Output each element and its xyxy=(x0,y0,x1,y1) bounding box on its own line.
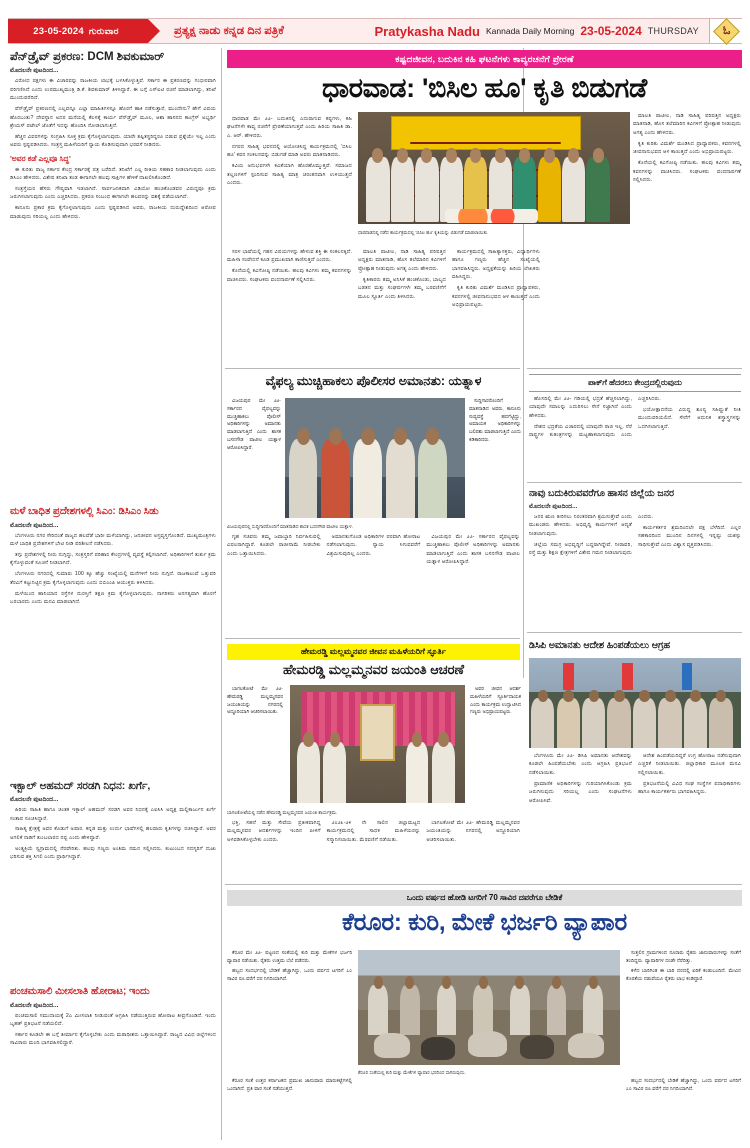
paragraph: ಧಾರವಾಡ ಮೇ ೨೨- ಬದುಕಿನಲ್ಲಿ ಎದುರಾಗುವ ಕಷ್ಟಗಳು, ಕಹಿ ಘಟನೆಗಳೇ ಕಾವ್ಯ ರಚನೆಗೆ ಪ್ರೇರಣೆಯಾಗುತ್ತವೆ ಎಂದು ಹಿರಿಯ ಸಾಹಿತಿ ಡಾ. ಎ. ಆರ್. ಹೇಳಿದರು. xyxy=(227,116,352,139)
left-body-3 xyxy=(10,532,216,607)
paragraph: ಪೆನ್‌ಡ್ರೈವ್ ಪ್ರಕರಣದಲ್ಲಿ ಎಲ್ಲವನ್ನೂ ಎಲ್ಲಾ ಮಾಹಿತಿಗಳನ್ನೂ ಹೊರಗೆ ಹಾಕಿ ನಡೆಸುತ್ತಾರೆ, ಮುಂದೇನು? ಹೇಗೆ ವಿಷಯ ಹೊರಬಂತು? ದೇವಸ್ಥಾನ ಅದರ ಮನೆಯಲ್ಲಿ ಕೆಲಸಕ್ಕೆ ಕಾರ್ಯ ಪೆನ್‌ಡ್ರೈವ್ ಮೂಲ, ಆಶಾ ಹಾಸನದ ಕಾಂಗ್ರೆಸ್ ಅಭ್ಯರ್ಥಿ ಶ್ರೇಯಸ್‌ ಪಟೇಲ್‌ ಜೊತೆಗೆ ಇದನ್ನು ಹೊಂದಿಸಿ ನೋಡಲಾಗುತ್ತಿದೆ. xyxy=(10,106,216,129)
lead-story-col-4 xyxy=(227,248,352,287)
lead-story-photo xyxy=(358,112,630,224)
story-jayanti-col-1 xyxy=(227,686,283,720)
story-police-body xyxy=(227,522,520,567)
story-kerur-banner: ಒಂದು ವರ್ಷದ ಹೋಡಿ ಟಗರಿಗೆ 70 ಸಾವಿರ ದವರೆಗೂ ಬೇಡಿಕೆ xyxy=(227,890,742,906)
left-lead-3: ಮೊದಲನೇ ಪುಟದಿಂದ... xyxy=(10,796,59,804)
right-headline-1[interactable]: ಪಾಕ್‌ಗೆ ಹೆದರಲು ಕೇಂದ್ರದಲ್ಲಿರುವುದು xyxy=(529,374,741,392)
lead-story xyxy=(227,50,742,103)
left-body-1 xyxy=(10,77,216,149)
divider-bottom xyxy=(225,884,742,885)
paragraph: ಮಾಲತಿ ಪಾಟೀಲ, ನಾಡಿ ಸಾಹಿತ್ಯ ಪರಿಷತ್ತಿನ ಅಧ್ಯಕ್ಷರು ಮಾತನಾಡಿ, ಹೊಸ ತಲೆಮಾರಿನ ಕವಿಗಳಿಗೆ ಪ್ರೋತ್ಸಾಹ ನೀಡುವುದು ಅಗತ್ಯ ಎಂದು ಹೇಳಿದರು. xyxy=(633,113,741,136)
paragraph: ೨೦೨೩-೨೪ ನೇ ಸಾಲಿನ ಜಿಲ್ಲಾಮಟ್ಟದ ಕಾರ್ಯಕ್ರಮದಲ್ಲಿ ಸಾಧಕ ಮಹಿಳೆಯರನ್ನು ಸನ್ಮಾನಿಸಲಾಯಿತು. ಮೆರವಣಿಗೆ ನಡೆಯಿತು. xyxy=(326,819,421,843)
lead-story-col-1 xyxy=(227,115,352,190)
story-jayanti-photo xyxy=(290,685,465,803)
paragraph: ದೇಶದ ಭದ್ರತೆಯ ವಿಚಾರದಲ್ಲಿ ಯಾವುದೇ ರಾಜಿ ಇಲ್ಲ. ನೆರೆ ರಾಷ್ಟ್ರಗಳ ಕುತಂತ್ರಗಳನ್ನು ಮಟ್ಟಹಾಕಲಾಗುವುದು ಎಂದು ಎಚ್ಚರಿಸಿದರು. xyxy=(529,396,661,439)
masthead xyxy=(8,18,742,44)
paragraph: ತಗ್ಗು ಪ್ರದೇಶಗಳಲ್ಲಿ ನೀರು ನುಗ್ಗಿದ್ದು, ಸಂತ್ರಸ್ತರಿಗೆ ಪರಿಹಾರ ಕೇಂದ್ರಗಳಲ್ಲಿ ವ್ಯವಸ್ಥೆ ಕಲ್ಪಿಸಲಾಗಿದೆ. ಅಧಿಕಾರಿಗಳಿಗೆ ತುರ್ತು ಕ್ರಮ ಕೈಗೊಳ್ಳುವಂತೆ ಸೂಚನೆ ನೀಡಲಾಗಿದೆ. xyxy=(10,551,216,567)
story-kerur xyxy=(227,890,742,936)
paragraph: ಸುತ್ತಲಿನ ಗ್ರಾಮಗಳಿಂದ ನೂರಾರು ರೈತರು ಜಾನುವಾರುಗಳನ್ನು ಸಂತೆಗೆ ತಂದಿದ್ದರು. ವ್ಯಾಪಾರಿಗಳ ದಂಡೇ ನೆರೆದಿತ್ತು. xyxy=(626,951,741,964)
left-story-2 xyxy=(10,506,216,609)
paragraph: ಪ್ರತಿಭಟನೆಯಲ್ಲಿ ವಿವಿಧ ಸಂಘ ಸಂಸ್ಥೆಗಳ ಪದಾಧಿಕಾರಿಗಳು ಹಾಗೂ ಕಾರ್ಯಕರ್ತರು ಭಾಗವಹಿಸಿದ್ದರು. xyxy=(638,780,741,796)
paragraph: ಆದೇಶ ಹಿಂಪಡೆಯದಿದ್ದರೆ ಉಗ್ರ ಹೋರಾಟ ನಡೆಸುವುದಾಗಿ ಎಚ್ಚರಿಕೆ ನೀಡಲಾಯಿತು. ಜಿಲ್ಲಾಧಿಕಾರಿ ಮೂಲಕ ಮನವಿ ಸಲ್ಲಿಸಲಾಯಿತು. xyxy=(638,753,741,776)
paragraph: ವಿಜಯಪುರ ಮೇ ೨೨- ಸರ್ಕಾರದ ವೈಫಲ್ಯವನ್ನು ಮುಚ್ಚಿಹಾಕಲು ಪೊಲೀಸ್ ಅಧಿಕಾರಿಗಳನ್ನು ಅಮಾನತು ಮಾಡಲಾಗುತ್ತಿದೆ ಎಂದು ಶಾಸಕ ಬಸನಗೌಡ ಪಾಟೀಲ ಯತ್ನಾಳ ಆರೋಪಿಸಿದ್ದಾರೆ. xyxy=(426,533,520,566)
paragraph: ಭಯೋತ್ಪಾದನೆಯ ವಿರುದ್ಧ ಶೂನ್ಯ ಸಹಿಷ್ಣುತೆ ನೀತಿ ಮುಂದುವರಿಯಲಿದೆ. ಸೇನೆಗೆ ಆಧುನಿಕ ಶಸ್ತ್ರಾಸ್ತ್ರಗಳನ್ನು ಒದಗಿಸಲಾಗುತ್ತಿದೆ. xyxy=(638,406,741,430)
lead-story-photo-caption: ಧಾರವಾಡದಲ್ಲಿ ನಡೆದ ಕಾರ್ಯಕ್ರಮದಲ್ಲಿ 'ಬಿಸಿಲ ಹೂ' ಕೃತಿಯನ್ನು ಬಿಡುಗಡೆ ಮಾಡಲಾಯಿತು. xyxy=(358,230,489,235)
paragraph: ಕೆರೂರ ಮೇ ೨೨- ಪಟ್ಟಣದ ಸಂತೆಯಲ್ಲಿ ಕುರಿ ಮತ್ತು ಮೇಕೆಗಳ ಭರ್ಜರಿ ವ್ಯಾಪಾರ ನಡೆಯಿತು. ರೈತರು ಉತ್ತಮ ಬೆಲೆ ಪಡೆದರು. xyxy=(227,951,352,964)
divider-right-2 xyxy=(527,482,742,483)
masthead-date-flag xyxy=(8,19,148,43)
paragraph: ಕೃತಿ ಕುರಿತು ವಿಮರ್ಶೆ ಮಂಡಿಸಿದ ಪ್ರಾಧ್ಯಾಪಕರು, ಕವನಗಳಲ್ಲಿ ಜೀವನಾನುಭವದ ಆಳ ಕಾಣುತ್ತದೆ ಎಂದು ಅಭಿಪ್ರಾಯಪಟ್ಟರು. xyxy=(633,140,741,156)
masthead-tagline-kannada: ಪ್ರತ್ಯಕ್ಷ ನಾಡು ಕನ್ನಡ ದಿನ ಪತ್ರಿಕೆ xyxy=(174,24,284,37)
paragraph: ಬೆಂಗಳೂರು ನಗರದಲ್ಲಿ ಸುಮಾರು 100 ಕ್ಕೂ ಹೆಚ್ಚು ಸಂಖ್ಯೆಯಲ್ಲಿ ಮನೆಗಳಿಗೆ ನೀರು ನುಗ್ಗಿದೆ. ರಾಜಕಾಲುವೆ ಒತ್ತುವರಿ ತೆರವಿಗೆ ಕಟ್ಟುನಿಟ್ಟಿನ ಕ್ರಮ ಕೈಗೊಳ್ಳಲಾಗುವುದು ಎಂದು ಬಿಬಿಎಂಪಿ ಆಯುಕ್ತರು ತಿಳಿಸಿದರು. xyxy=(10,571,216,586)
paragraph: ಭಕ್ತಿ, ಸಹನೆ ಮತ್ತು ಸೇವೆಯ ಪ್ರತೀಕವಾಗಿದ್ದ ಮಲ್ಲಮ್ಮನವರ ಆದರ್ಶಗಳನ್ನು ಇಂದಿನ ಪೀಳಿಗೆ ಅಳವಡಿಸಿಕೊಳ್ಳಬೇಕು ಎಂದರು. xyxy=(227,819,321,843)
paragraph: ಕಾರ್ಯಕರ್ತರ ಶ್ರಮದಿಂದಲೇ ಪಕ್ಷ ಬೆಳೆದಿದೆ. ಎಲ್ಲರ ಸಹಕಾರದಿಂದ ಮುಂದಿನ ದಿನಗಳಲ್ಲಿ ಇನ್ನಷ್ಟು ಯಶಸ್ಸು ಸಾಧಿಸುತ್ತೇವೆ ಎಂದು ವಿಶ್ವಾಸ ವ್ಯಕ್ತಪಡಿಸಿದರು. xyxy=(638,524,741,548)
paragraph: ವಿಜಯಪುರ ಮೇ ೨೨- ಸರ್ಕಾರದ ವೈಫಲ್ಯವನ್ನು ಮುಚ್ಚಿಹಾಕಲು ಪೊಲೀಸ್ ಅಧಿಕಾರಿಗಳನ್ನು ಅಮಾನತು ಮಾಡಲಾಗುತ್ತಿದೆ ಎಂದು ಶಾಸಕ ಬಸನಗೌಡ ಪಾಟೀಲ ಯತ್ನಾಳ ಆರೋಪಿಸಿದ್ದಾರೆ. xyxy=(227,399,281,451)
paragraph: ವಿರೋಧ ಪಕ್ಷಗಳು ಈ ವಿಚಾರವನ್ನು ರಾಜಕೀಯ ಲಾಭಕ್ಕೆ ಬಳಸಿಕೊಳ್ಳುತ್ತಿವೆ. ಸರ್ಕಾರ ಈ ಪ್ರಕರಣವನ್ನು ಗಂಭೀರವಾಗಿ ಪರಿಗಣಿಸಿದೆ ಎಂದು ಉಪಮುಖ್ಯಮಂತ್ರಿ ಡಿ.ಕೆ. ಶಿವಕುಮಾರ್ ತಿಳಿಸಿದ್ದಾರೆ. ಈ ಬಗ್ಗೆ ಎಸ್‌ಐಟಿ ರಚನೆ ಮಾಡಲಾಗಿದ್ದು, ತನಿಖೆ ಮುಂದುವರೆದಿದೆ. xyxy=(10,78,216,102)
paragraph: ಮಾಲತಿ ಪಾಟೀಲ, ನಾಡಿ ಸಾಹಿತ್ಯ ಪರಿಷತ್ತಿನ ಅಧ್ಯಕ್ಷರು ಮಾತನಾಡಿ, ಹೊಸ ತಲೆಮಾರಿನ ಕವಿಗಳಿಗೆ ಪ್ರೋತ್ಸಾಹ ನೀಡುವುದು ಅಗತ್ಯ ಎಂದು ಹೇಳಿದರು. xyxy=(358,249,446,272)
story-police-caption: ವಿಜಯಪುರದಲ್ಲಿ ಸುದ್ದಿಗಾರರೊಂದಿಗೆ ಮಾತನಾಡಿದ ಶಾಸಕ ಬಸನಗೌಡ ಪಾಟೀಲ ಯತ್ನಾಳ. xyxy=(227,524,353,529)
column-rule-left xyxy=(221,48,222,1140)
paragraph: ಅವರ ಜೀವನ ಆದರ್ಶ ಮಹಿಳೆಯರಿಗೆ ಸ್ಫೂರ್ತಿದಾಯಕ ಎಂದು ಕಾರ್ಯಕ್ರಮ ಉದ್ಘಾಟಿಸಿದ ಗಣ್ಯರು ಅಭಿಪ್ರಾಯಪಟ್ಟರು. xyxy=(470,687,521,716)
masthead-weekday-kannada: ಗುರುವಾರ xyxy=(88,25,119,36)
paragraph: ಹಬ್ಬದ ಸಂದರ್ಭದಲ್ಲಿ ಬೇಡಿಕೆ ಹೆಚ್ಚಾಗಿದ್ದು, ಒಂದು ವರ್ಷದ ಟಗರಿಗೆ ೭೦ ಸಾವಿರ ರೂ.ವರೆಗೆ ದರ ನಿಗದಿಯಾಗಿದೆ. xyxy=(227,969,352,983)
paragraph: ನಗರದ ಸಾಹಿತ್ಯ ಭವನದಲ್ಲಿ ಆಯೋಜಿಸಿದ್ದ ಕಾರ್ಯಕ್ರಮದಲ್ಲಿ 'ಬಿಸಿಲ ಹೂ' ಕವನ ಸಂಕಲನವನ್ನು ಬಿಡುಗಡೆ ಮಾಡಿ ಅವರು ಮಾತನಾಡಿದರು. xyxy=(227,143,352,159)
brand-weekday: THURSDAY xyxy=(647,26,699,36)
paragraph: ಸಾಹಿತ್ಯ ಕ್ಷೇತ್ರಕ್ಕೆ ಅವರ ಕೊಡುಗೆ ಅಪಾರ. ಕನ್ನಡ ಮತ್ತು ಉರ್ದು ಭಾಷೆಗಳಲ್ಲಿ ಹಲವಾರು ಕೃತಿಗಳನ್ನು ರಚಿಸಿದ್ದಾರೆ. ಅವರ ಅಗಲಿಕೆ ನಾಡಿಗೆ ತುಂಬಲಾರದ ನಷ್ಟ ಎಂದು ಹೇಳಿದ್ದಾರೆ. xyxy=(10,826,216,841)
lead-story-col-2 xyxy=(358,248,446,304)
divider-mid-1 xyxy=(225,368,520,369)
paragraph: ಕೃತಿ ಕುರಿತು ವಿಮರ್ಶೆ ಮಂಡಿಸಿದ ಪ್ರಾಧ್ಯಾಪಕರು, ಕವನಗಳಲ್ಲಿ ಜೀವನಾನುಭವದ ಆಳ ಕಾಣುತ್ತದೆ ಎಂದು ಅಭಿಪ್ರಾಯಪಟ್ಟರು. xyxy=(452,285,540,309)
left-lead-4: ಮೊದಲನೇ ಪುಟದಿಂದ... xyxy=(10,1001,59,1009)
paragraph: ಸುದ್ದಿಗಾರರೊಂದಿಗೆ ಮಾತನಾಡಿದ ಅವರು, ಕಾನೂನು ಸುವ್ಯವಸ್ಥೆ ಹದಗೆಟ್ಟಿದ್ದು, ಅಮಾಯಕ ಅಧಿಕಾರಿಗಳನ್ನು ಬಲಿಪಶು ಮಾಡಲಾಗುತ್ತಿದೆ ಎಂದು ಕಿಡಿಕಾರಿದರು. xyxy=(469,399,521,443)
paragraph: ಗೃಹ ಸಚಿವರು ತಮ್ಮ ಜವಾಬ್ದಾರಿ ನಿರ್ವಹಿಸುವಲ್ಲಿ ವಿಫಲರಾಗಿದ್ದಾರೆ. ಕೂಡಲೇ ರಾಜೀನಾಮೆ ನೀಡಬೇಕು ಎಂದು ಒತ್ತಾಯಿಸಿದರು. xyxy=(227,533,321,557)
lead-story-col-5 xyxy=(633,112,741,187)
paragraph: ಬೆಂಗಳೂರು ನಗರ ಸೇರಿದಂತೆ ರಾಜ್ಯದ ಹಲವೆಡೆ ಭಾರೀ ಮಳೆಯಾಗಿದ್ದು, ಜನಜೀವನ ಅಸ್ತವ್ಯಸ್ತಗೊಂಡಿದೆ. ಮುಖ್ಯಮಂತ್ರಿಗಳು ಮಳೆ ಬಾಧಿತ ಪ್ರದೇಶಗಳಿಗೆ ಭೇಟಿ ನೀಡಿ ಪರಿಶೀಲನೆ ನಡೆಸಿದರು. xyxy=(10,532,216,547)
paragraph: ಅಂತ್ಯಕ್ರಿಯೆ ಸ್ವಗ್ರಾಮದಲ್ಲಿ ನೆರವೇರಿತು. ಹಲವು ಗಣ್ಯರು ಅಂತಿಮ ನಮನ ಸಲ್ಲಿಸಿದರು. ಕುಟುಂಬದ ಸದಸ್ಯರಿಗೆ ದುಃಖ ಭರಿಸುವ ಶಕ್ತಿ ಸಿಗಲಿ ಎಂದು ಪ್ರಾರ್ಥಿಸಿದ್ದಾರೆ. xyxy=(10,845,216,861)
story-police-col-1 xyxy=(227,398,281,455)
story-kerur-col-3 xyxy=(227,1078,352,1096)
logo-glyph: ಓ xyxy=(722,24,730,37)
paragraph: ಕಾರ್ಯಕ್ರಮದಲ್ಲಿ ಸಾಹಿತ್ಯಾಸಕ್ತರು, ವಿದ್ಯಾರ್ಥಿಗಳು ಹಾಗೂ ಗಣ್ಯರು ಹೆಚ್ಚಿನ ಸಂಖ್ಯೆಯಲ್ಲಿ ಭಾಗವಹಿಸಿದ್ದರು. ಅಧ್ಯಕ್ಷತೆಯನ್ನು ಹಿರಿಯ ಲೇಖಕರು ವಹಿಸಿದ್ದರು. xyxy=(452,249,540,281)
left-column xyxy=(10,50,216,224)
right-story-photo xyxy=(529,658,741,748)
story-police xyxy=(227,374,520,388)
brand-name: Pratykasha Nadu xyxy=(374,23,480,39)
lead-story-col-3 xyxy=(452,248,540,312)
paragraph: ಸರಳ ಭಾಷೆಯಲ್ಲಿ ಗಹನ ವಿಷಯಗಳನ್ನು ಹೇಳುವ ಶಕ್ತಿ ಈ ಸಂಕಲನಕ್ಕಿದೆ. ಮಹಿಳಾ ಸಂವೇದನೆ ಕೂಡ ಪ್ರಮುಖವಾಗಿ ಕಾಣಿಸುತ್ತದೆ ಎಂದರು. xyxy=(227,249,352,264)
masthead-brand xyxy=(375,19,711,43)
lead-story-banner: ಕಷ್ಟದಜೀವನ, ಬದುಕಿನ ಕಹಿ ಘಟನೆಗಳು ಕಾವ್ಯರಚನೆಗೆ ಪ್ರೇರಣೆ xyxy=(227,50,742,68)
brand-date: 23-05-2024 xyxy=(580,24,642,38)
story-kerur-photo xyxy=(358,950,620,1065)
left-body-4 xyxy=(10,806,216,862)
left-story-3 xyxy=(10,780,216,864)
paragraph: ಕೆರೂರ ಸಂತೆ ಉತ್ತರ ಕರ್ನಾಟಕದ ಪ್ರಮುಖ ಜಾನುವಾರು ಮಾರುಕಟ್ಟೆಗಳಲ್ಲಿ ಒಂದಾಗಿದೆ. ಪ್ರತಿ ವಾರ ಸಂತೆ ನಡೆಯುತ್ತದೆ. xyxy=(227,1079,352,1092)
paragraph: ಮಳೆಯಿಂದ ಹಾನಿಯಾದ ರಸ್ತೆಗಳ ದುರಸ್ತಿಗೆ ತಕ್ಷಣ ಕ್ರಮ ಕೈಗೊಳ್ಳಲಾಗುವುದು. ನಾಗರಿಕರು ಅನಗತ್ಯವಾಗಿ ಹೊರಗೆ ಬರಬಾರದು ಎಂದು ಮನವಿ ಮಾಡಲಾಗಿದೆ. xyxy=(10,590,216,605)
paragraph: ಕವಿಯ ಅನುಭವಗಳೇ ಕವಿತೆಯಾಗಿ ಹೊರಹೊಮ್ಮುತ್ತವೆ. ಸಮಾಜದ ತಲ್ಲಣಗಳಿಗೆ ಸ್ಪಂದಿಸುವ ಸಾಹಿತ್ಯ ಮಾತ್ರ ಚಿರಂತನವಾಗಿ ಉಳಿಯುತ್ತದೆ ಎಂದರು. xyxy=(227,163,352,186)
lead-story-photo-caption-wrap xyxy=(358,228,630,237)
story-kerur-col-2 xyxy=(626,950,741,987)
paragraph: ಈ ಕುರಿತು ರಾಜ್ಯ ಸರ್ಕಾರ ಕೇಂದ್ರ ಸರ್ಕಾರಕ್ಕೆ ಪತ್ರ ಬರೆದಿದೆ. ತನಿಖೆಗೆ ಎಲ್ಲ ರೀತಿಯ ಸಹಕಾರ ನೀಡಲಾಗುವುದು ಎಂದು ಡಿಸಿಎಂ ಹೇಳಿದರು. ವಿಶೇಷ ತನಿಖಾ ತಂಡ ಈಗಾಗಲೇ ಹಲವು ಸಾಕ್ಷಿಗಳ ಹೇಳಿಕೆ ದಾಖಲಿಸಿಕೊಂಡಿದೆ. xyxy=(10,166,216,182)
story-jayanti-caption: ಬಾಗಲಕೋಟೆಯಲ್ಲಿ ನಡೆದ ಹೇಮರಡ್ಡಿ ಮಲ್ಲಮ್ಮನವರ ಜಯಂತಿ ಕಾರ್ಯಕ್ರಮ. xyxy=(227,810,338,815)
paragraph: ಕೊನೆಯಲ್ಲಿ ಕವಿಗೋಷ್ಠಿ ನಡೆಯಿತು. ಹಲವು ಕವಿಗಳು ತಮ್ಮ ಕವನಗಳನ್ನು ವಾಚಿಸಿದರು. ಸಂಘಟಕರು ವಂದನಾರ್ಪಣೆ ಸಲ್ಲಿಸಿದರು. xyxy=(633,160,741,183)
stage-banner xyxy=(391,116,581,150)
left-body-5 xyxy=(10,1012,216,1048)
right-headline-3[interactable]: ಡಿಸಿಪಿ ಅಮಾನತು ಆದೇಶ ಹಿಂಪಡೆಯಲು ಆಗ್ರಹ xyxy=(529,640,671,651)
paragraph: ಜನರ ಋಣ ತೀರಿಸಲು ನಿರಂತರವಾಗಿ ಶ್ರಮಿಸುತ್ತೇವೆ ಎಂದು ಮುಖಂಡರು ಹೇಳಿದರು. ಅಭಿವೃದ್ಧಿ ಕಾರ್ಯಗಳಿಗೆ ಆದ್ಯತೆ ನೀಡಲಾಗುವುದು. xyxy=(529,513,632,537)
masthead-date: 23-05-2024 xyxy=(33,25,84,37)
paragraph: ಕೊನೆಯಲ್ಲಿ ಕವಿಗೋಷ್ಠಿ ನಡೆಯಿತು. ಹಲವು ಕವಿಗಳು ತಮ್ಮ ಕವನಗಳನ್ನು ವಾಚಿಸಿದರು. ಸಂಘಟಕರು ವಂದನಾರ್ಪಣೆ ಸಲ್ಲಿಸಿದರು. xyxy=(227,268,352,283)
story-jayanti-col-2 xyxy=(470,686,521,720)
left-body-2 xyxy=(10,166,216,222)
left-lead-1: ಮೊದಲನೇ ಪುಟದಿಂದ... xyxy=(10,67,59,75)
story-jayanti xyxy=(227,644,520,678)
left-headline-1[interactable]: ಪೆನ್‌ಡ್ರೈವ್ ಪ್ರಕರಣ: DCM ಶಿವಕುಮಾರ್ xyxy=(10,51,165,63)
story-jayanti-body xyxy=(227,808,520,847)
story-jayanti-banner: ಹೇಮರಡ್ಡಿ ಮಲ್ಲಮ್ಮನವರ ಜೀವನ ಮಹಿಳೆಯರಿಗೆ ಸ್ಫೂರ್ತಿ xyxy=(227,644,520,660)
divider-mid-2 xyxy=(225,638,520,639)
logo-badge xyxy=(710,19,742,43)
paragraph: ಪಂಚಮಸಾಲಿ ಸಮುದಾಯಕ್ಕೆ 2ಎ ಮೀಸಲಾತಿ ನೀಡುವಂತೆ ಆಗ್ರಹಿಸಿ ನಡೆಯುತ್ತಿರುವ ಹೋರಾಟ ತೀವ್ರಗೊಂಡಿದೆ. ಇಂದು ಬೃಹತ್ ಪ್ರತಿಭಟನೆ ನಡೆಯಲಿದೆ. xyxy=(10,1012,216,1027)
story-police-headline[interactable]: ವೈಫಲ್ಯ ಮುಚ್ಚಿಹಾಕಲು ಪೊಲೀಸರ ಅಮಾನತು: ಯತ್ನಾಳ xyxy=(265,374,482,388)
divider-right-1 xyxy=(527,368,742,369)
story-kerur-col-1 xyxy=(227,950,352,987)
story-kerur-caption-wrap xyxy=(358,1068,620,1077)
left-headline-3[interactable]: ಇಕ್ಬಾಲ್ ಅಹಮದ್ ಸರಡಗಿ ನಿಧನ: ಖರ್ಗೆ, xyxy=(10,780,151,792)
right-story-3-body xyxy=(529,752,741,805)
brand-subtitle: Kannada Daily Morning xyxy=(486,26,575,36)
story-police-photo xyxy=(285,398,465,518)
paragraph: ಸಂತ್ರಸ್ತೆಯರ ಹೆಸರು ಗೌಪ್ಯವಾಗಿ ಇಡಲಾಗಿದೆ. ಸಾರ್ವಜನಿಕವಾಗಿ ವಿಡಿಯೋ ಹಂಚಿಕೊಂಡವರ ವಿರುದ್ಧವೂ ಕ್ರಮ ಜರುಗಿಸಲಾಗುವುದು ಎಂದು ಎಚ್ಚರಿಸಿದರು. ಪ್ರಕರಣ ಸಂಬಂಧ ಈಗಾಗಲೇ ಹಲವರನ್ನು ವಶಕ್ಕೆ ಪಡೆಯಲಾಗಿದೆ. xyxy=(10,185,216,201)
story-jayanti-headline[interactable]: ಹೇಮರಡ್ಡಿ ಮಲ್ಲಮ್ಮನವರ ಜಯಂತಿ ಆಚರಣೆ xyxy=(282,662,465,677)
paragraph: ಹೊಸದಿಲ್ಲಿ ಮೇ ೨೨- ಗಡಿಯಲ್ಲಿ ಭದ್ರತೆ ಹೆಚ್ಚಿಸಲಾಗಿದ್ದು, ಯಾವುದೇ ಸವಾಲನ್ನು ಎದುರಿಸಲು ಸೇನೆ ಸಜ್ಜಾಗಿದೆ ಎಂದು ಹೇಳಿದರು. xyxy=(529,396,632,419)
paragraph: ಪ್ರಾಮಾಣಿಕ ಅಧಿಕಾರಿಗಳನ್ನು ಗುರಿಯಾಗಿಸಿಕೊಂಡು ಕ್ರಮ ಜರುಗಿಸುವುದು ಸರಿಯಲ್ಲ ಎಂದು ಸಂಘಟನೆಗಳು ಆರೋಪಿಸಿವೆ. xyxy=(529,780,632,804)
lead-story-headline[interactable]: ಧಾರವಾಡ: 'ಬಿಸಿಲ ಹೂ' ಕೃತಿ ಬಿಡುಗಡೆ xyxy=(322,73,647,103)
divider-right-3 xyxy=(527,632,742,633)
paragraph: ಕಳೆದ ಬಾರಿಗಿಂತ ಈ ಬಾರಿ ದರದಲ್ಲಿ ಏರಿಕೆ ಕಂಡುಬಂದಿದೆ. ಮೇವಿನ ಕೊರತೆಯ ನಡುವೆಯೂ ರೈತರು ಲಾಭ ಕಂಡಿದ್ದಾರೆ. xyxy=(626,969,741,983)
right-story-3 xyxy=(529,640,741,652)
paragraph: ಹಿರಿಯ ಸಾಹಿತಿ ಹಾಗೂ ಚಿಂತಕ ಇಕ್ಬಾಲ್ ಅಹಮದ್ ಸರಡಗಿ ಅವರ ನಿಧನಕ್ಕೆ ಎಐಸಿಸಿ ಅಧ್ಯಕ್ಷ ಮಲ್ಲಿಕಾರ್ಜುನ ಖರ್ಗೆ ಸಂತಾಪ ಸೂಚಿಸಿದ್ದಾರೆ. xyxy=(10,807,216,822)
story-kerur-caption: ಕೆರೂರ ಸಂತೆಯಲ್ಲಿ ಕುರಿ ಮತ್ತು ಮೇಕೆಗಳ ವ್ಯಾಪಾರ ಭರದಿಂದ ಸಾಗಿರುವುದು. xyxy=(358,1070,466,1075)
paragraph: ಹೆಚ್ಚಿನ ವಿವರಗಳನ್ನು ಸಂಗ್ರಹಿಸಿ ಸೂಕ್ತ ಕ್ರಮ ಕೈಗೊಳ್ಳಲಾಗುವುದು. ಯಾರೇ ತಪ್ಪಿತಸ್ಥರಿದ್ದರೂ ಬಿಡುವ ಪ್ರಶ್ನೆಯೇ ಇಲ್ಲ ಎಂದು ಅವರು ಸ್ಪಷ್ಟಪಡಿಸಿದರು. ಸಂತ್ರಸ್ತ ಮಹಿಳೆಯರಿಗೆ ನ್ಯಾಯ ಕೊಡಿಸುವುದಾಗಿ ಭರವಸೆ ನೀಡಿದರು. xyxy=(10,133,216,149)
paragraph: ಬೆಂಗಳೂರು ಮೇ ೨೨- ಡಿಸಿಪಿ ಅಮಾನತು ಆದೇಶವನ್ನು ಕೂಡಲೇ ಹಿಂಪಡೆಯಬೇಕು ಎಂದು ಆಗ್ರಹಿಸಿ ಪ್ರತಿಭಟನೆ ನಡೆಸಲಾಯಿತು. xyxy=(529,753,632,776)
left-headline-2[interactable]: ಮಳೆ ಬಾಧಿತ ಪ್ರದೇಶಗಳಲ್ಲಿ ಸಿಎಂ: ಡಿಸಿಎಂ ಸಿಡು xyxy=(10,506,159,517)
story-kerur-headline[interactable]: ಕೆರೂರ: ಕುರಿ, ಮೇಕೆ ಭರ್ಜರಿ ವ್ಯಾಪಾರ xyxy=(342,909,627,936)
right-lead-2: ಮೊದಲನೇ ಪುಟದಿಂದ... xyxy=(529,502,578,510)
paragraph: ಬಾಗಲಕೋಟೆ ಮೇ ೨೨- ಹೇಮರಡ್ಡಿ ಮಲ್ಲಮ್ಮನವರ ಜಯಂತಿಯನ್ನು ನಗರದಲ್ಲಿ ಅದ್ಧೂರಿಯಾಗಿ ಆಚರಿಸಲಾಯಿತು. xyxy=(227,687,283,716)
left-story-4 xyxy=(10,986,216,1050)
right-story-1 xyxy=(529,374,741,440)
paragraph: ಹಬ್ಬದ ಸಂದರ್ಭದಲ್ಲಿ ಬೇಡಿಕೆ ಹೆಚ್ಚಾಗಿದ್ದು, ಒಂದು ವರ್ಷದ ಟಗರಿಗೆ ೭೦ ಸಾವಿರ ರೂ.ವರೆಗೆ ದರ ನಿಗದಿಯಾಗಿದೆ. xyxy=(626,1079,741,1092)
left-headline-4[interactable]: ಪಂಚಮಸಾಲಿ ಮೀಸಲಾತಿ ಹೋರಾಟ; ಇಂದು xyxy=(10,986,150,997)
right-story-2 xyxy=(529,488,741,557)
paragraph: ಕಾನೂನು ಪ್ರಕಾರ ಕ್ರಮ ಕೈಗೊಳ್ಳಲಾಗುವುದು ಎಂದು ಸ್ಪಷ್ಟಪಡಿಸಿದ ಅವರು, ರಾಜಕೀಯ ದುರುದ್ದೇಶದಿಂದ ಆರೋಪ ಮಾಡುವುದು ಸರಿಯಲ್ಲ ಎಂದು ಹೇಳಿದರು. xyxy=(10,205,216,220)
story-police-col-2 xyxy=(469,398,521,447)
right-headline-2[interactable]: ನಾವು ಬದುಕಿರುವವರೆಗೂ ಹಾಸನ ಜಿಲ್ಲೆಯ ಜನರ xyxy=(529,488,675,499)
left-lead-2: ಮೊದಲನೇ ಪುಟದಿಂದ... xyxy=(10,521,59,529)
paragraph: ಅಮಾನತುಗೊಂಡ ಅಧಿಕಾರಿಗಳ ಪರವಾಗಿ ಹೋರಾಟ ನಡೆಸಲಾಗುವುದು. ನ್ಯಾಯ ಸಿಗುವವರೆಗೆ ವಿಶ್ರಮಿಸುವುದಿಲ್ಲ ಎಂದರು. xyxy=(326,533,421,557)
left-quote-head: 'ಅವರ ಕಡೆ ಎಲ್ಲವೂ ಸಿದ್ಧ' xyxy=(10,153,71,163)
om-logo-icon xyxy=(713,18,740,45)
paragraph: ಕೃತಿಕಾರರು ತಮ್ಮ ಅನಿಸಿಕೆ ಹಂಚಿಕೊಂಡು, ಬಾಲ್ಯದ ಬಡತನ ಮತ್ತು ಸಂಘರ್ಷಗಳೇ ತಮ್ಮ ಬರವಣಿಗೆಗೆ ಮೂಲ ಸ್ಫೂರ್ತಿ ಎಂದು ತಿಳಿಸಿದರು. xyxy=(358,276,446,300)
paragraph: ಸರ್ಕಾರ ಕೂಡಲೇ ಈ ಬಗ್ಗೆ ತೀರ್ಮಾನ ಕೈಗೊಳ್ಳಬೇಕು ಎಂದು ಮಠಾಧೀಶರು ಒತ್ತಾಯಿಸಿದ್ದಾರೆ. ರಾಜ್ಯದ ವಿವಿಧ ಜಿಲ್ಲೆಗಳಿಂದ ಸಾವಿರಾರು ಮಂದಿ ಭಾಗವಹಿಸಲಿದ್ದಾರೆ. xyxy=(10,1031,216,1047)
portrait-frame xyxy=(360,704,395,761)
paragraph: ಜಿಲ್ಲೆಯ ಸಮಗ್ರ ಅಭಿವೃದ್ಧಿಗೆ ಬದ್ಧರಾಗಿದ್ದೇವೆ. ನೀರಾವರಿ, ರಸ್ತೆ ಮತ್ತು ಶಿಕ್ಷಣ ಕ್ಷೇತ್ರಗಳಿಗೆ ವಿಶೇಷ ಗಮನ ನೀಡಲಾಗುವುದು ಎಂದರು. xyxy=(529,513,654,557)
paragraph: ಬಾಗಲಕೋಟೆ ಮೇ ೨೨- ಹೇಮರಡ್ಡಿ ಮಲ್ಲಮ್ಮನವರ ಜಯಂತಿಯನ್ನು ನಗರದಲ್ಲಿ ಅದ್ಧೂರಿಯಾಗಿ ಆಚರಿಸಲಾಯಿತು. xyxy=(426,819,520,843)
story-kerur-col-4 xyxy=(626,1078,741,1096)
